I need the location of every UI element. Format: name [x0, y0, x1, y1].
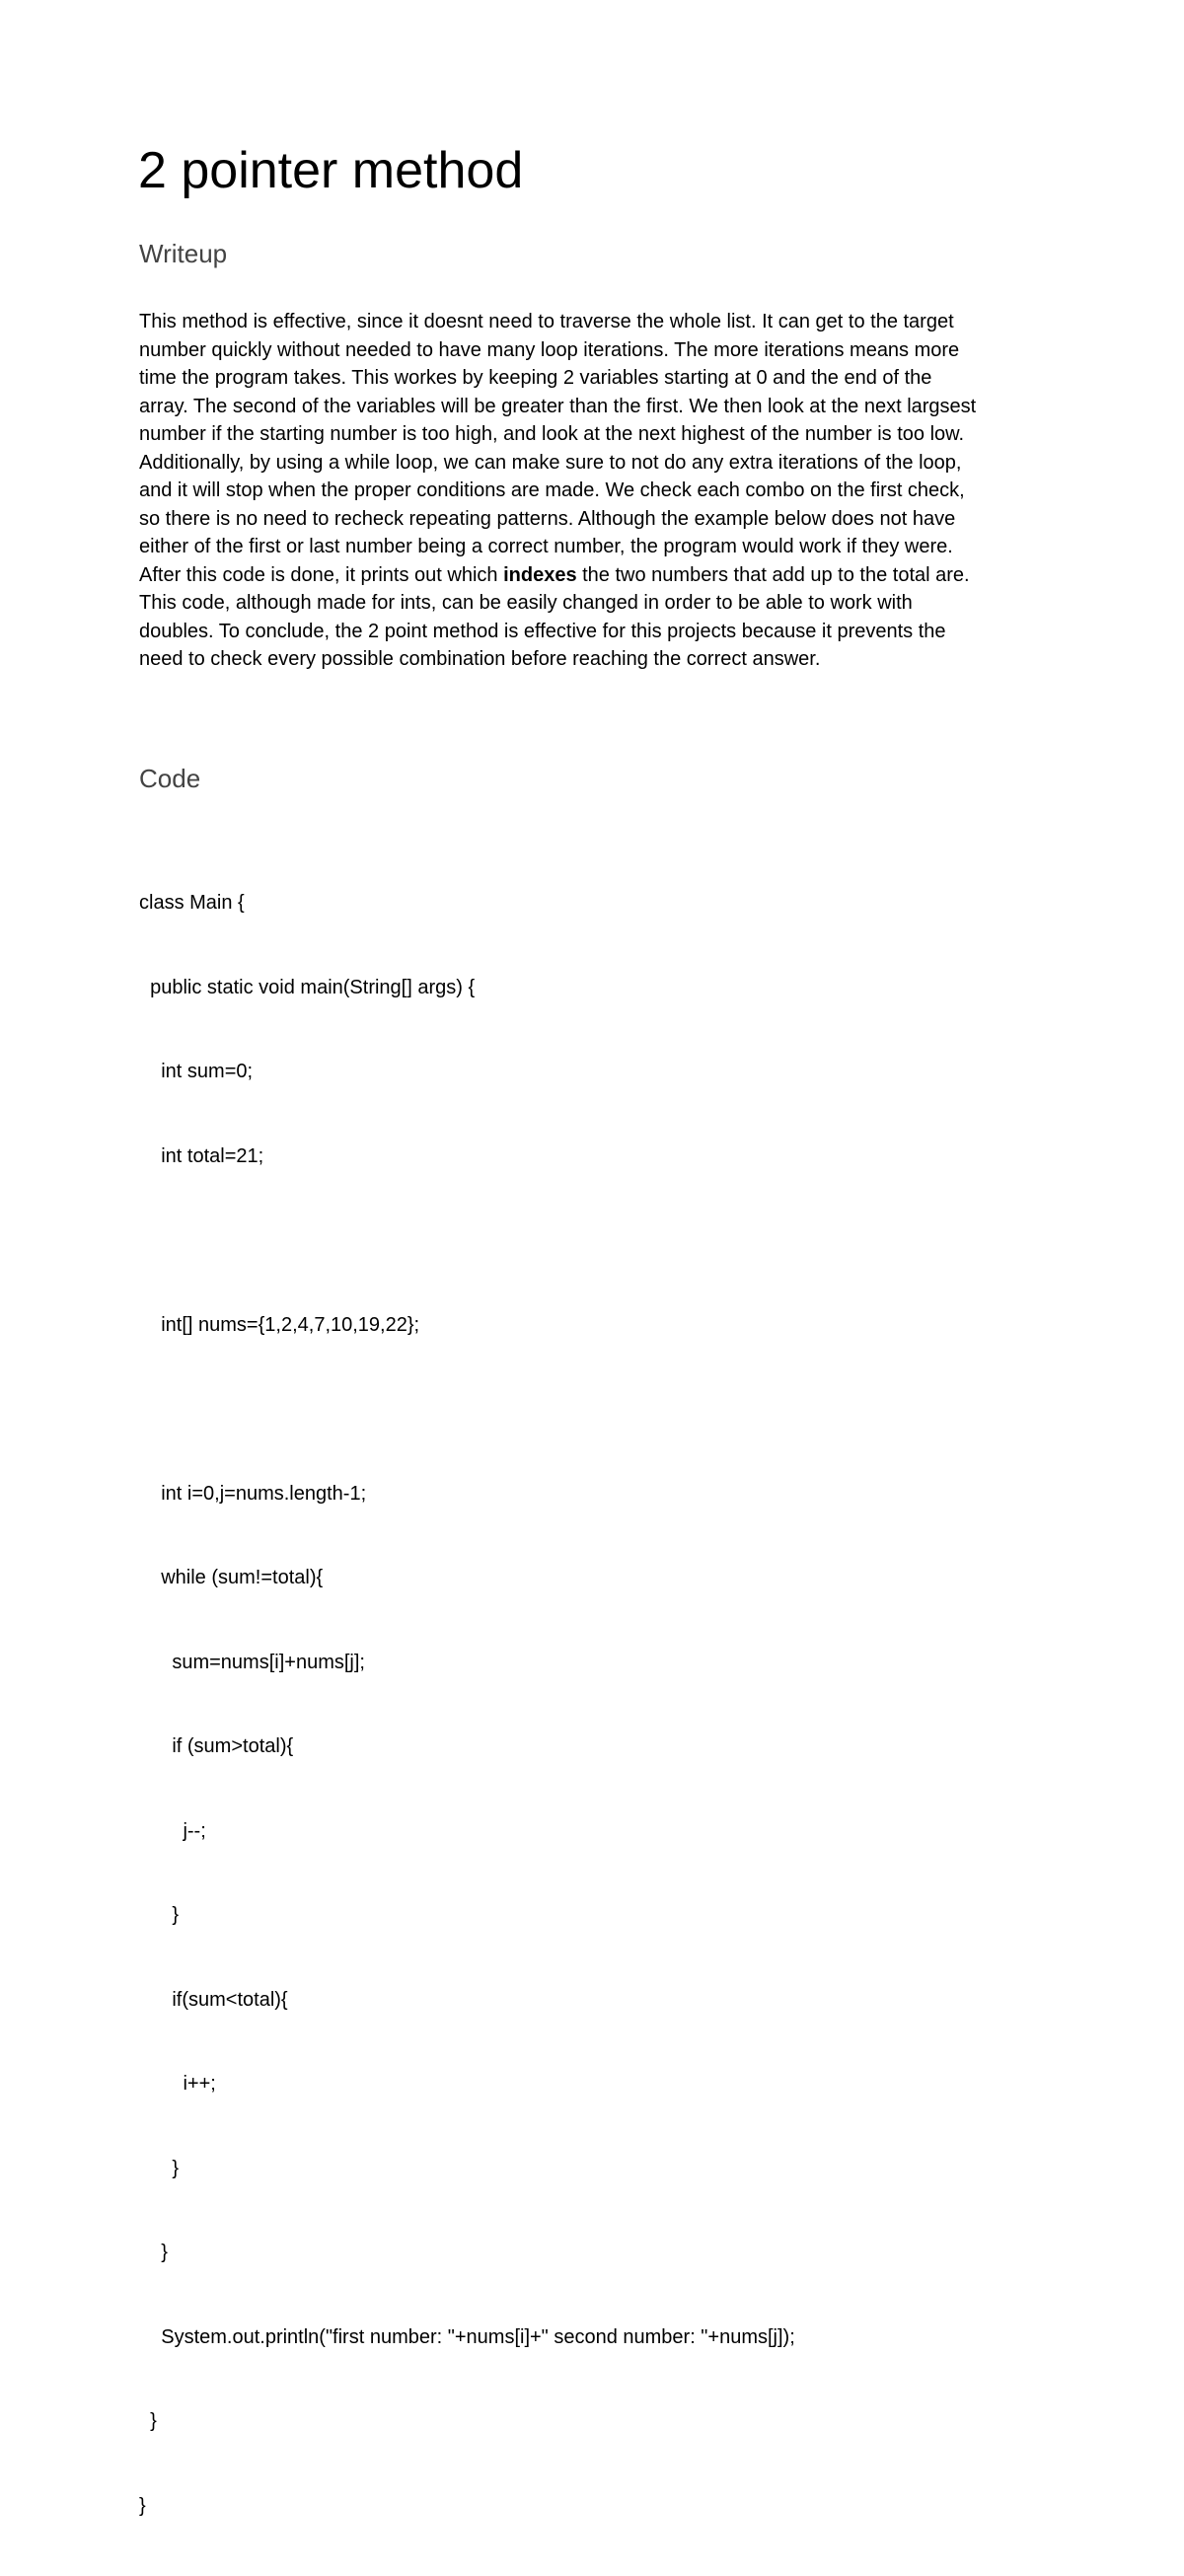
writeup-line: This method is effective, since it doesnt need to traverse the whole list. It can get to the target	[139, 311, 954, 332]
writeup-line: time the program takes. This workes by keeping 2 variables starting at 0 and the end of the	[139, 367, 932, 389]
code-line: }	[139, 2157, 180, 2179]
writeup-heading: Writeup	[139, 239, 228, 268]
code-line: j--;	[139, 1819, 206, 1842]
writeup-line: number if the starting number is too high, and look at the next highest of the number is too low.	[139, 423, 965, 445]
code-line: public static void main(String[] args) {	[139, 976, 476, 998]
writeup-line: number quickly without needed to have many loop iterations. The more iterations means more	[139, 338, 960, 361]
writeup-text-before-bold: After this code is done, it prints out which	[139, 563, 504, 586]
code-line: if (sum>total){	[139, 1735, 294, 1757]
code-line	[139, 1395, 1086, 1424]
writeup-line: array. The second of the variables will be greater than the first. We then look at the next largsest	[139, 395, 977, 417]
code-line: System.out.println("first number: "+nums[i]+" second number: "+nums[j]);	[139, 2325, 795, 2348]
code-line: sum=nums[i]+nums[j];	[139, 1651, 365, 1673]
writeup-line: either of the first or last number being a correct number, the program would work if they were.	[139, 536, 953, 557]
writeup-line: doubles. To conclude, the 2 point method is effective for this projects because it prevents the	[139, 620, 946, 642]
writeup-paragraph	[139, 308, 1086, 674]
code-line: int total=21;	[139, 1144, 264, 1167]
document-title: 2 pointer method	[138, 142, 524, 199]
code-line: if(sum<total){	[139, 1988, 288, 2011]
code-block	[139, 833, 1086, 2576]
writeup-text-after-bold: the two numbers that add up to the total are.	[576, 563, 970, 586]
writeup-line: so there is no need to recheck repeating patterns. Although the example below does not have	[139, 507, 956, 530]
code-line: int sum=0;	[139, 1061, 254, 1082]
code-line: }	[139, 1904, 180, 1926]
writeup-line: Additionally, by using a while loop, we can make sure to not do any extra iterations of the loop,	[139, 451, 962, 474]
code-line: }	[139, 2242, 168, 2263]
writeup-line: need to check every possible combination before reaching the correct answer.	[139, 648, 821, 670]
code-line: }	[139, 2410, 157, 2432]
code-line: while (sum!=total){	[139, 1567, 324, 1588]
code-line	[139, 1226, 1086, 1255]
writeup-line-with-bold	[139, 561, 1086, 590]
code-line: i++;	[139, 2073, 216, 2095]
code-line: int[] nums={1,2,4,7,10,19,22};	[139, 1313, 420, 1336]
code-line: class Main {	[139, 892, 245, 914]
code-line: }	[139, 2494, 146, 2517]
writeup-line: This code, although made for ints, can be easily changed in order to be able to work with	[139, 592, 913, 614]
bold-term-indexes: indexes	[503, 563, 577, 586]
code-heading: Code	[139, 764, 201, 793]
code-line: int i=0,j=nums.length-1;	[139, 1482, 367, 1505]
writeup-line: and it will stop when the proper conditions are made. We check each combo on the first check,	[139, 479, 965, 501]
